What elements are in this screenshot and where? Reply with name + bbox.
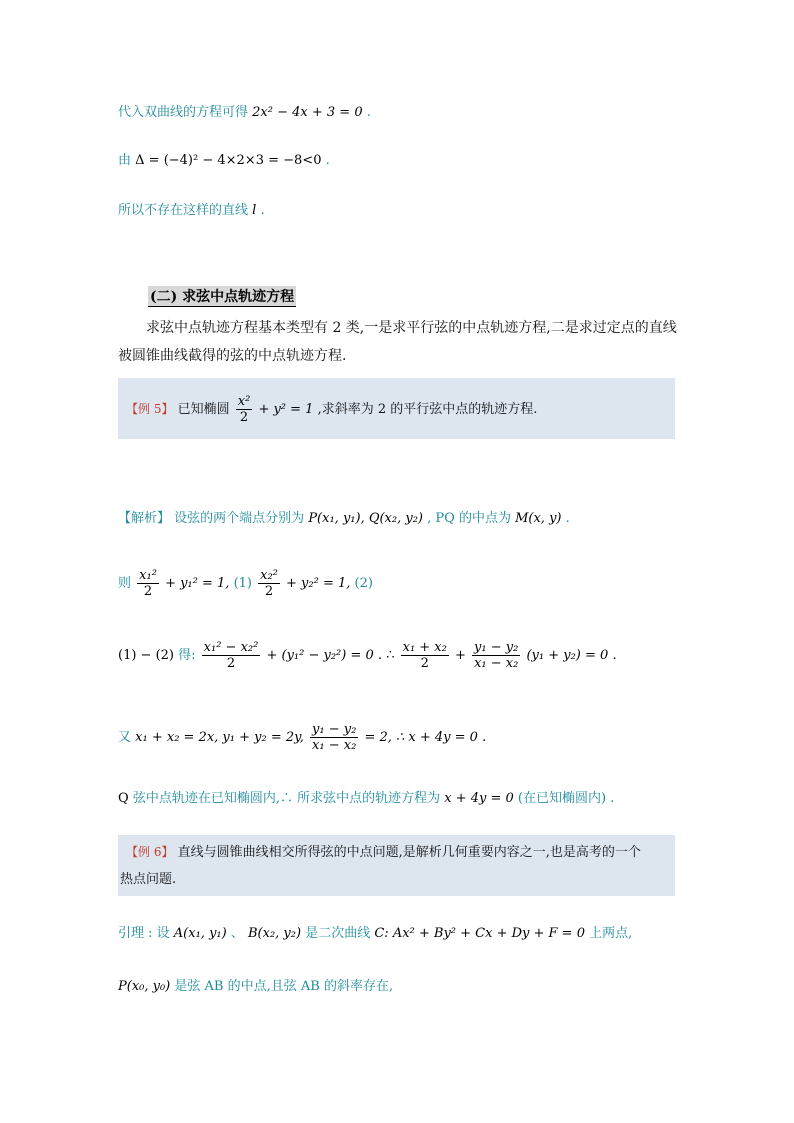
solution-line-1 <box>118 510 570 528</box>
line-conclusion-math: l <box>252 203 257 218</box>
lemma-line-1 <box>118 925 632 943</box>
example5-line <box>126 394 537 425</box>
line-discriminant-math: Δ = (−4)² − 4×2×3 = −8<0 <box>135 153 322 168</box>
solution-line-2 <box>118 568 373 599</box>
solution-s3-frac2 <box>401 640 449 671</box>
line-discriminant-text: 由 <box>118 153 132 168</box>
lemma-l1-end: 上两点, <box>589 926 633 941</box>
example5-fraction <box>236 394 253 425</box>
solution-s3-num1: x₁² − x₂² <box>203 640 259 655</box>
lemma-l2-math: P(x₀, y₀) <box>118 979 171 994</box>
solution-s5-end: (在已知椭圆内) . <box>517 791 615 806</box>
section-heading: (二) 求弦中点轨迹方程 <box>148 286 296 307</box>
example6-line-1 <box>126 843 641 862</box>
line-discriminant-end: . <box>325 153 330 168</box>
lemma-l2-text: 是弦 AB 的中点,且弦 AB 的斜率存在, <box>174 979 394 994</box>
line-substitute <box>118 104 371 122</box>
solution-s2-num1: x₁² <box>139 568 157 583</box>
section-paragraph: 求弦中点轨迹方程基本类型有 2 类,一是求平行弦的中点轨迹方程,二是求过定点的直线被圆锥曲线截得的弦的中点轨迹方程. <box>118 320 677 364</box>
solution-s2-tag1: (1) <box>233 576 252 591</box>
solution-s1-math2: M(x, y) <box>515 511 562 526</box>
solution-s2-den1: 2 <box>143 584 153 599</box>
lemma-l1-math: A(x₁, y₁) <box>173 926 227 941</box>
solution-s3-end: (y₁ + y₂) = 0 . <box>526 648 617 663</box>
example5-tag: 【例 5】 <box>126 402 174 416</box>
solution-label: 【解析】 <box>118 511 171 526</box>
example6-text2: 热点问题. <box>120 872 177 887</box>
solution-s2-frac1 <box>137 568 159 599</box>
line-substitute-math: 2x² − 4x + 3 = 0 <box>252 105 363 120</box>
line-discriminant <box>118 152 330 170</box>
lemma-l1-math2: B(x₂, y₂) <box>248 926 302 941</box>
solution-s1-text: 设弦的两个端点分别为 <box>174 511 305 526</box>
solution-s4-math: x₁ + x₂ = 2x, y₁ + y₂ = 2y, <box>135 730 304 745</box>
solution-s4-frac <box>310 722 358 753</box>
example5-frac-den: 2 <box>239 410 249 425</box>
solution-s2-num2: x₂² <box>260 568 278 583</box>
solution-line-3 <box>118 640 617 671</box>
solution-s3-text: 得: <box>178 648 196 663</box>
solution-s5-text: 弦中点轨迹在已知椭圆内,∴ 所求弦中点的轨迹方程为 <box>132 791 441 806</box>
solution-line-4 <box>118 722 486 753</box>
solution-s5-sym: Q <box>118 791 129 806</box>
solution-s2-text: 则 <box>118 576 132 591</box>
example6-line-2 <box>120 871 176 889</box>
example5-text-after: ,求斜率为 2 的平行弦中点的轨迹方程. <box>317 402 538 417</box>
solution-s4-num: y₁ − y₂ <box>312 722 357 737</box>
solution-s5-math: x + 4y = 0 <box>444 791 514 806</box>
solution-s2-mid1: + y₁² = 1, <box>165 576 230 591</box>
solution-s3-pre: (1) − (2) <box>118 648 174 663</box>
lemma-l1-text: 引理 : 设 <box>118 926 170 941</box>
example5-frac-num: x² <box>237 394 251 409</box>
lemma-line-2 <box>118 978 393 996</box>
solution-s3-frac1 <box>202 640 261 671</box>
solution-s1-math: P(x₁, y₁), Q(x₂, y₂) <box>308 511 423 526</box>
solution-s3-num3: y₁ − y₂ <box>474 640 519 655</box>
solution-s4-end: = 2, ∴ x + 4y = 0 . <box>364 730 487 745</box>
example5-math: + y² = 1 <box>258 402 314 417</box>
solution-s2-mid2: + y₂² = 1, <box>286 576 351 591</box>
lemma-l1-mid: 、 <box>230 926 244 941</box>
solution-s4-text: 又 <box>118 730 132 745</box>
line-substitute-end: . <box>366 105 371 120</box>
line-conclusion-end: . <box>260 203 265 218</box>
line-conclusion <box>118 202 265 220</box>
solution-s3-den2: 2 <box>420 656 429 671</box>
solution-s3-num2: x₁ + x₂ <box>402 640 447 655</box>
solution-s3-plus: + <box>455 648 466 663</box>
solution-s2-tag2: (2) <box>354 576 373 591</box>
line-conclusion-text: 所以不存在这样的直线 <box>118 203 249 218</box>
solution-s2-den2: 2 <box>264 584 274 599</box>
solution-line-5 <box>118 790 614 808</box>
line-substitute-text: 代入双曲线的方程可得 <box>118 105 249 120</box>
solution-s4-den: x₁ − x₂ <box>312 738 357 753</box>
solution-s3-mid1: + (y₁² − y₂²) = 0 . <box>266 648 383 663</box>
lemma-l1-math3: C: Ax² + By² + Cx + Dy + F = 0 <box>374 926 585 941</box>
example5-text-before: 已知椭圆 <box>177 402 230 417</box>
solution-s2-frac2 <box>258 568 280 599</box>
solution-s3-frac3 <box>472 640 520 671</box>
lemma-l1-mid2: 是二次曲线 <box>305 926 371 941</box>
example6-tag: 【例 6】 <box>126 845 174 859</box>
solution-s1-end: . <box>565 511 570 526</box>
solution-s3-den3: x₁ − x₂ <box>474 656 519 671</box>
solution-s1-mid: , PQ 的中点为 <box>427 511 511 526</box>
example6-text1: 直线与圆锥曲线相交所得弦的中点问题,是解析几何重要内容之一,也是高考的一个 <box>177 845 641 860</box>
solution-s3-therefore: ∴ <box>386 648 395 663</box>
solution-s3-den1: 2 <box>226 656 236 671</box>
